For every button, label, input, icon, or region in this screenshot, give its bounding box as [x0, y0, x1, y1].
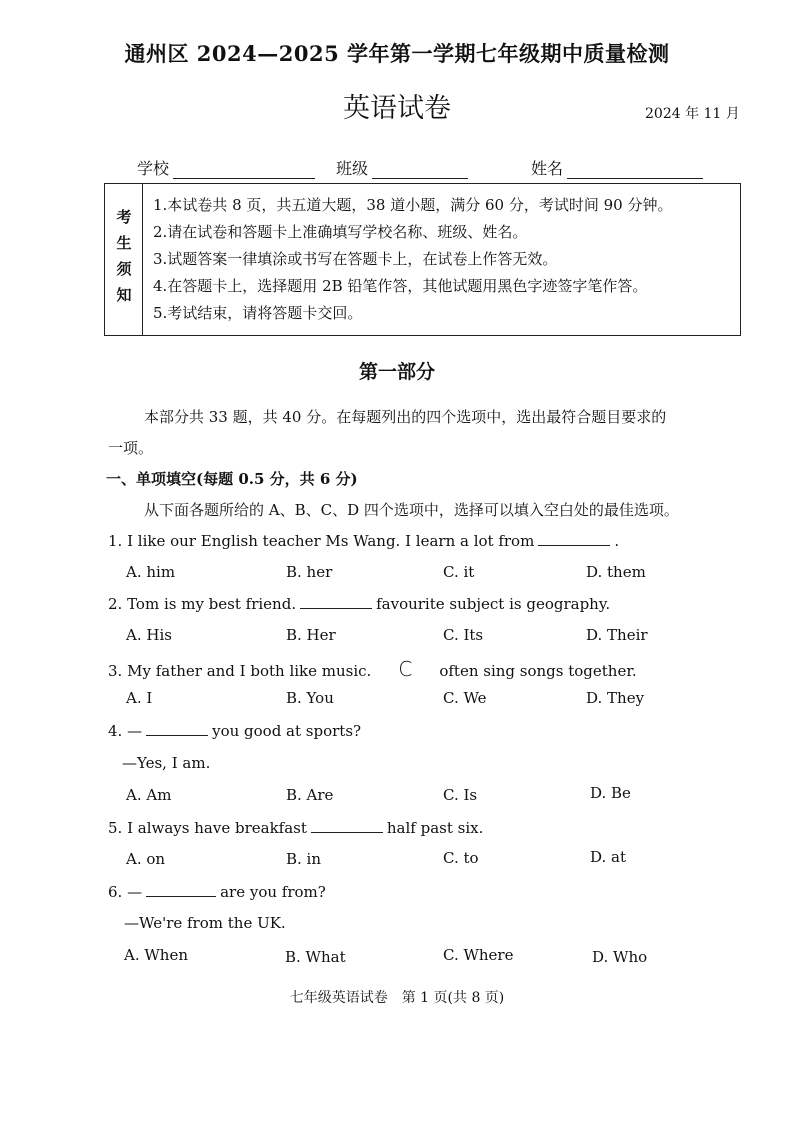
exam-date: 2024 年 11 月: [645, 106, 740, 122]
option-c[interactable]: C. We: [443, 689, 487, 707]
section-title: 一、单项填空(每题 0.5 分，共 6 分): [106, 470, 358, 488]
answer-blank[interactable]: [146, 882, 216, 897]
option-b[interactable]: B. Her: [286, 626, 336, 644]
question-text-end: .: [614, 532, 620, 550]
school-field[interactable]: [137, 156, 315, 179]
question-reply: —Yes, I am.: [122, 754, 211, 772]
question-number: 4.: [108, 722, 123, 740]
option-b[interactable]: B. her: [286, 563, 333, 581]
section-instruction: 从下面各题所给的 A、B、C、D 四个选项中，选择可以填入空白处的最佳选项。: [144, 501, 679, 519]
class-field[interactable]: [336, 156, 468, 179]
option-d[interactable]: D. Who: [592, 948, 648, 966]
question-text: Tom is my best friend.: [127, 595, 297, 613]
answer-blank[interactable]: [375, 657, 435, 681]
option-b[interactable]: B. You: [286, 689, 334, 707]
question-number: 6.: [108, 883, 123, 901]
question-text: —: [127, 722, 143, 740]
option-b[interactable]: B. What: [285, 948, 346, 966]
name-field[interactable]: [531, 156, 703, 179]
option-d[interactable]: D. them: [586, 563, 646, 581]
notice-list: [153, 192, 673, 327]
question-text-end: are you from?: [220, 883, 326, 901]
question-text: I like our English teacher Ms Wang. I learn a lot from: [127, 532, 535, 550]
question-text-end: you good at sports?: [212, 722, 362, 740]
class-line: [372, 160, 468, 179]
candidate-notice-box: [104, 183, 741, 336]
notice-heading: [105, 204, 143, 308]
class-label: 班级: [336, 159, 369, 178]
option-b[interactable]: B. Are: [286, 786, 334, 804]
notice-item: 4.在答题卡上，选择题用 2B 铅笔作答，其他试题用黑色字迹签字笔作答。: [153, 277, 648, 295]
question-1: [108, 531, 619, 550]
option-c[interactable]: C. Where: [443, 946, 514, 964]
option-d[interactable]: D. They: [586, 689, 645, 707]
question-text: I always have breakfast: [127, 819, 307, 837]
question-number: 1.: [108, 532, 123, 550]
option-a[interactable]: A. on: [126, 850, 166, 868]
option-d[interactable]: D. at: [590, 848, 626, 866]
handwritten-answer: C: [398, 657, 413, 681]
option-c[interactable]: C. Its: [443, 626, 484, 644]
option-c[interactable]: C. Is: [443, 786, 478, 804]
option-c[interactable]: C. to: [443, 849, 479, 867]
answer-blank[interactable]: [300, 594, 372, 609]
notice-heading-char: 须: [116, 260, 132, 278]
question-5: [108, 818, 483, 837]
part-intro-line1: 本部分共 33 题，共 40 分。在每题列出的四个选项中，选出最符合题目要求的: [144, 408, 667, 426]
answer-blank[interactable]: [538, 531, 610, 546]
part-intro-line2: 一项。: [108, 439, 154, 457]
option-a[interactable]: A. I: [126, 689, 153, 707]
option-d[interactable]: D. Be: [590, 784, 631, 802]
question-text: —: [127, 883, 143, 901]
question-text-end: often sing songs together.: [439, 662, 637, 680]
notice-item: 5.考试结束，请将答题卡交回。: [153, 304, 363, 322]
question-text: My father and I both like music.: [127, 662, 372, 680]
notice-heading-char: 知: [116, 286, 132, 304]
option-a[interactable]: A. him: [126, 563, 176, 581]
question-number: 2.: [108, 595, 123, 613]
option-a[interactable]: A. Am: [126, 786, 172, 804]
name-line: [567, 160, 703, 179]
question-3: [108, 657, 637, 680]
option-a[interactable]: A. His: [126, 626, 172, 644]
question-number: 3.: [108, 662, 123, 680]
option-c[interactable]: C. it: [443, 563, 475, 581]
notice-item: 3.试题答案一律填涂或书写在答题卡上，在试卷上作答无效。: [153, 250, 558, 268]
answer-blank[interactable]: [311, 818, 383, 833]
option-d[interactable]: D. Their: [586, 626, 648, 644]
page-footer: 七年级英语试卷 第 1 页(共 8 页): [289, 990, 505, 1006]
question-text-end: half past six.: [386, 819, 484, 837]
school-label: 学校: [137, 159, 170, 178]
question-reply: —We're from the UK.: [124, 914, 286, 932]
question-number: 5.: [108, 819, 123, 837]
question-text-end: favourite subject is geography.: [376, 595, 611, 613]
question-6: [108, 882, 326, 901]
part-title: 第一部分: [358, 361, 435, 383]
answer-blank[interactable]: [146, 721, 208, 736]
exam-title: 通州区 2024—2025 学年第一学期七年级期中质量检测: [124, 41, 670, 66]
subject-title: 英语试卷: [343, 93, 451, 124]
option-a[interactable]: A. When: [124, 946, 188, 964]
question-4: [108, 721, 361, 740]
notice-heading-char: 生: [116, 234, 132, 252]
notice-item: 1.本试卷共 8 页，共五道大题，38 道小题，满分 60 分，考试时间 90 分钟。: [153, 196, 673, 214]
notice-heading-char: 考: [116, 208, 132, 226]
school-line: [173, 160, 315, 179]
notice-item: 2.请在试卷和答题卡上准确填写学校名称、班级、姓名。: [153, 223, 528, 241]
option-b[interactable]: B. in: [286, 850, 322, 868]
question-2: [108, 594, 610, 613]
name-label: 姓名: [531, 159, 564, 178]
